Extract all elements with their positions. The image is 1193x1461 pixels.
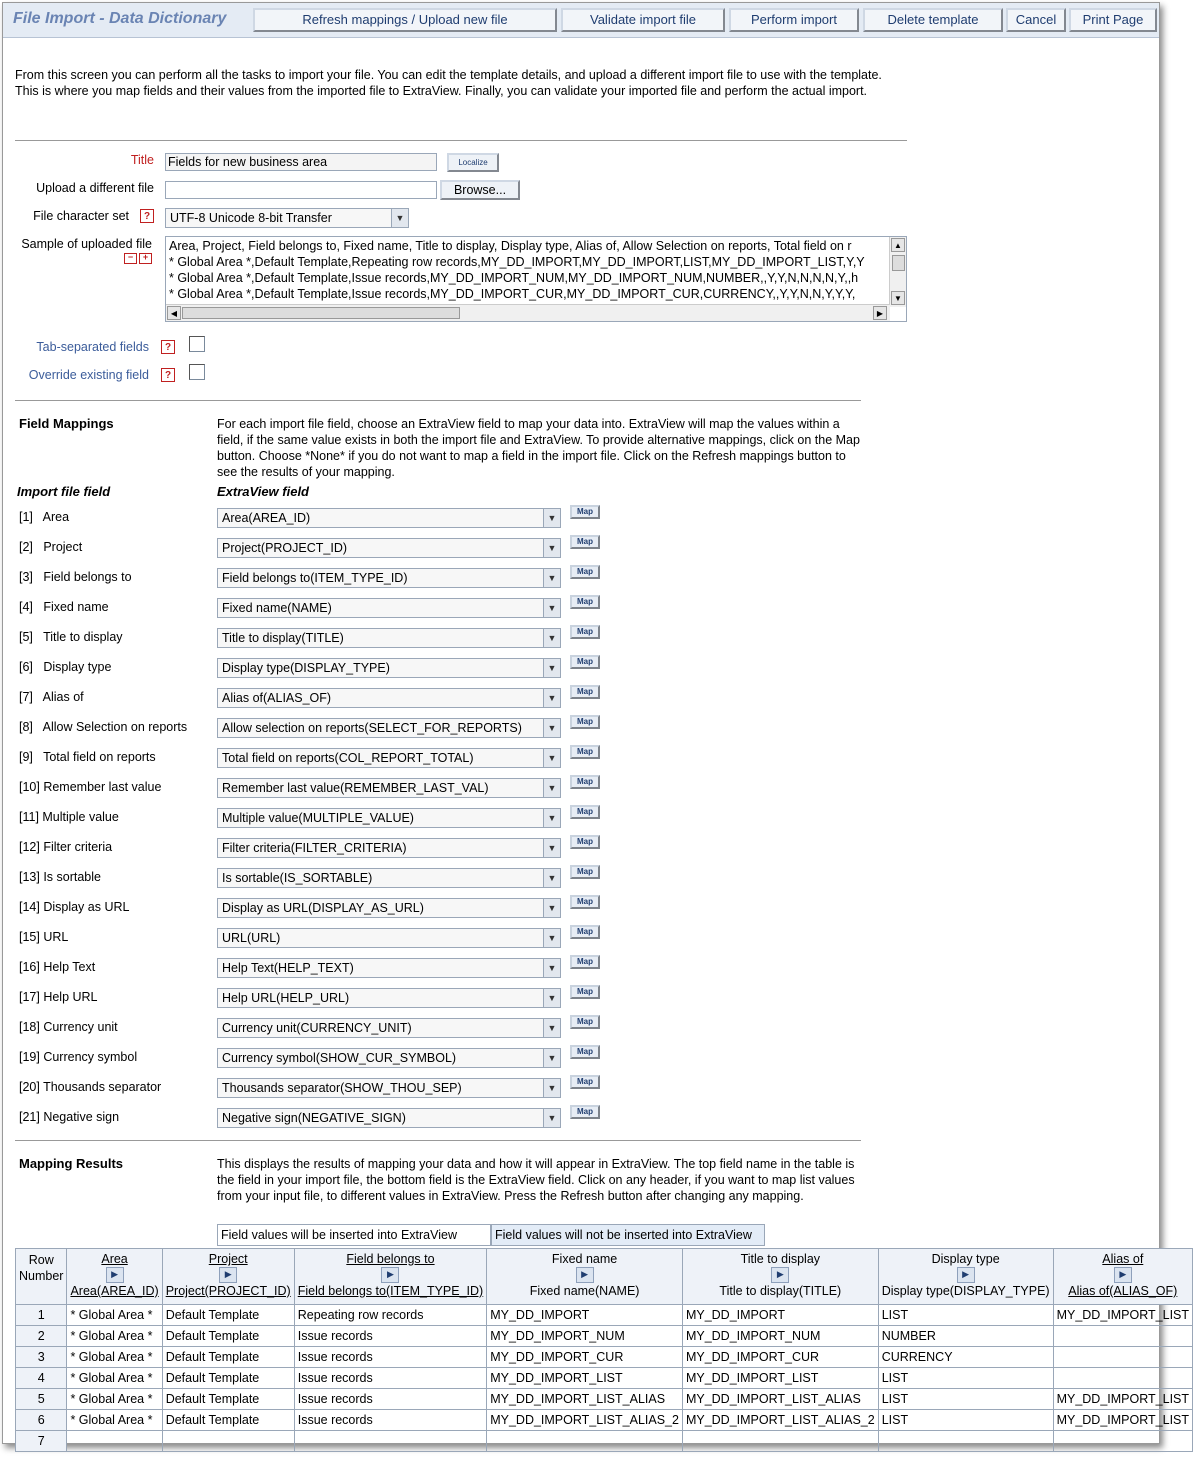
column-header[interactable]	[682, 1249, 878, 1305]
charset-value: UTF-8 Unicode 8-bit Transfer	[170, 211, 332, 225]
column-header-import-name: Title to display	[740, 1252, 821, 1266]
table-cell: Default Template	[162, 1368, 294, 1389]
mapping-results-description: This displays the results of mapping your data and how it will appear in ExtraView. The top field name in the table is the field in your import file, the bottom field is the ExtraView field. Click on any header, if you want to map list values from your input file, to different values in ExtraView. Press the Refresh button after changing any mapping.	[217, 1157, 855, 1203]
legend-inserted: Field values will be inserted into ExtraView	[217, 1224, 491, 1246]
import-field-label: [6] Display type	[19, 660, 112, 674]
row-number-cell: 5	[16, 1389, 67, 1410]
expand-icon[interactable]: +	[139, 253, 152, 264]
chevron-down-icon: ▼	[543, 509, 560, 527]
localize-button[interactable]: Localize	[447, 153, 499, 172]
table-row	[16, 1347, 1193, 1368]
row-number-cell: 1	[16, 1305, 67, 1326]
page-title: File Import - Data Dictionary	[13, 10, 227, 27]
map-values-icon[interactable]: ▶	[771, 1267, 789, 1283]
extraview-field-value: Filter criteria(FILTER_CRITERIA)	[222, 841, 407, 855]
sample-line: * Global Area *,Default Template,Issue records,MY_DD_IMPORT_NUM,MY_DD_IMPORT_NUM,NUMBER,,Y,Y,N,N,N,N,Y,,h	[169, 271, 859, 285]
column-header-import-name[interactable]: Area	[101, 1252, 128, 1266]
field-mappings-title: Field Mappings	[19, 416, 114, 431]
import-field-label: [3] Field belongs to	[19, 570, 132, 584]
override-label: Override existing field	[28, 368, 149, 382]
import-field-label: [11] Multiple value	[19, 810, 119, 824]
sample-line: * Global Area *,Default Template,Repeating row records,MY_DD_IMPORT,MY_DD_IMPORT,LIST,MY_DD_IMPORT_LIST,Y,Y	[169, 255, 865, 269]
table-cell: MY_DD_IMPORT_LIST	[1053, 1389, 1192, 1410]
map-button[interactable]: Map	[570, 625, 600, 639]
column-header-import-name[interactable]: Field belongs to	[346, 1252, 435, 1266]
table-cell: MY_DD_IMPORT_NUM	[487, 1326, 683, 1347]
import-field-label: [19] Currency symbol	[19, 1050, 138, 1064]
chevron-down-icon: ▼	[543, 629, 560, 647]
chevron-down-icon: ▼	[543, 749, 560, 767]
extraview-field-select[interactable]	[217, 958, 561, 978]
extraview-field-value: Total field on reports(COL_REPORT_TOTAL)	[222, 751, 474, 765]
extraview-field-select[interactable]	[217, 658, 561, 678]
column-header-extraview-name: Fixed name(NAME)	[529, 1284, 640, 1298]
charset-select[interactable]	[165, 208, 409, 228]
row-number-cell: 7	[16, 1431, 67, 1452]
sample-label: Sample of uploaded file	[21, 237, 152, 251]
sample-textarea[interactable]	[165, 236, 907, 322]
map-button[interactable]: Map	[570, 715, 600, 729]
table-cell: MY_DD_IMPORT_CUR	[682, 1347, 878, 1368]
divider	[15, 400, 861, 401]
extraview-field-value: Currency symbol(SHOW_CUR_SYMBOL)	[222, 1051, 457, 1065]
map-values-icon[interactable]: ▶	[219, 1267, 237, 1283]
row-number-cell: 2	[16, 1326, 67, 1347]
map-button[interactable]: Map	[570, 595, 600, 609]
mapping-results-table	[15, 1248, 1193, 1452]
map-button[interactable]: Map	[570, 985, 600, 999]
extraview-field-select[interactable]	[217, 1018, 561, 1038]
import-field-label: [10] Remember last value	[19, 780, 162, 794]
scroll-up-icon[interactable]: ▲	[891, 238, 905, 252]
import-field-label: [8] Allow Selection on reports	[19, 720, 188, 734]
import-field-label: [12] Filter criteria	[19, 840, 113, 854]
extraview-field-value: Field belongs to(ITEM_TYPE_ID)	[222, 571, 408, 585]
intro-text: From this screen you can perform all the tasks to import your file. You can edit the template details, and upload a different import file to use with the template. This is where you map fields and their values from the imported file to ExtraView. Finally, you can validate your imported file and perform the actual import.	[15, 68, 882, 98]
column-header[interactable]	[162, 1249, 294, 1305]
map-button[interactable]: Map	[570, 775, 600, 789]
tab-separated-label: Tab-separated fields	[36, 340, 149, 354]
extraview-field-select[interactable]	[217, 928, 561, 948]
table-cell: NUMBER	[878, 1326, 1053, 1347]
table-cell: * Global Area *	[67, 1389, 162, 1410]
extraview-field-value: Is sortable(IS_SORTABLE)	[222, 871, 373, 885]
table-row	[16, 1326, 1193, 1347]
table-row	[16, 1431, 1193, 1452]
column-header-extraview-name: Project(PROJECT_ID)	[165, 1284, 291, 1298]
row-number-header: Row Number	[16, 1249, 67, 1305]
extraview-field-value: Remember last value(REMEMBER_LAST_VAL)	[222, 781, 489, 795]
map-values-icon[interactable]: ▶	[381, 1267, 399, 1283]
extraview-field-value: Multiple value(MULTIPLE_VALUE)	[222, 811, 414, 825]
table-cell: Default Template	[162, 1410, 294, 1431]
map-button[interactable]: Map	[570, 835, 600, 849]
table-cell: Default Template	[162, 1326, 294, 1347]
import-field-header: Import file field	[17, 484, 111, 499]
map-values-icon[interactable]: ▶	[957, 1267, 975, 1283]
column-header-extraview-name: Display type(DISPLAY_TYPE)	[881, 1284, 1050, 1298]
import-field-label: [16] Help Text	[19, 960, 96, 974]
chevron-down-icon: ▼	[543, 689, 560, 707]
table-header-row	[16, 1249, 1193, 1305]
table-cell: MY_DD_IMPORT_LIST	[487, 1368, 683, 1389]
row-number-cell: 3	[16, 1347, 67, 1368]
extraview-field-value: Display as URL(DISPLAY_AS_URL)	[222, 901, 424, 915]
table-cell: LIST	[878, 1389, 1053, 1410]
extraview-field-select[interactable]	[217, 1048, 561, 1068]
import-field-label: [14] Display as URL	[19, 900, 130, 914]
field-mappings-description: For each import file field, choose an ExtraView field to map your data into. ExtraView will map the values within a field, if the same value exists in both the import file and ExtraView. To provide alternative mappings, click on the Map button. Choose *None* if you do not want to map a field in the import file. Click on the Refresh mappings button to see the results of your mapping.	[217, 417, 860, 479]
import-field-label: [15] URL	[19, 930, 69, 944]
header-bar	[3, 3, 1159, 38]
table-cell: CURRENCY	[878, 1347, 1053, 1368]
table-cell: LIST	[878, 1305, 1053, 1326]
map-values-icon[interactable]: ▶	[106, 1267, 124, 1283]
table-cell: Repeating row records	[294, 1305, 487, 1326]
column-header-import-name[interactable]: Alias of	[1102, 1252, 1144, 1266]
charset-label: File character set	[33, 209, 129, 223]
map-button[interactable]: Map	[570, 1015, 600, 1029]
extraview-field-select[interactable]	[217, 988, 561, 1008]
table-row	[16, 1410, 1193, 1431]
chevron-down-icon: ▼	[543, 839, 560, 857]
table-cell: * Global Area *	[67, 1368, 162, 1389]
column-header-import-name[interactable]: Project	[208, 1252, 248, 1266]
page-frame	[2, 2, 1190, 1448]
table-cell: * Global Area *	[67, 1347, 162, 1368]
extraview-field-value: Negative sign(NEGATIVE_SIGN)	[222, 1111, 406, 1125]
import-field-label: [13] Is sortable	[19, 870, 101, 884]
upload-file-input[interactable]	[165, 181, 437, 199]
table-cell: LIST	[878, 1368, 1053, 1389]
import-field-label: [2] Project	[19, 540, 83, 554]
table-cell: MY_DD_IMPORT	[487, 1305, 683, 1326]
table-cell: * Global Area *	[67, 1326, 162, 1347]
extraview-field-value: Title to display(TITLE)	[222, 631, 344, 645]
extraview-field-value: Area(AREA_ID)	[222, 511, 311, 525]
extraview-field-select[interactable]	[217, 508, 561, 528]
extraview-field-value: Allow selection on reports(SELECT_FOR_REPORTS)	[222, 721, 522, 735]
table-cell	[67, 1431, 162, 1452]
table-cell: MY_DD_IMPORT_NUM	[682, 1326, 878, 1347]
map-button[interactable]: Map	[570, 1045, 600, 1059]
chevron-down-icon: ▼	[391, 209, 408, 227]
chevron-down-icon: ▼	[543, 539, 560, 557]
extraview-field-select[interactable]	[217, 718, 561, 738]
import-field-label: [21] Negative sign	[19, 1110, 120, 1124]
table-cell	[294, 1431, 487, 1452]
chevron-down-icon: ▼	[543, 959, 560, 977]
chevron-down-icon: ▼	[543, 809, 560, 827]
override-help-icon[interactable]: ?	[161, 368, 175, 382]
import-field-label: [17] Help URL	[19, 990, 98, 1004]
extraview-field-select[interactable]	[217, 898, 561, 918]
chevron-down-icon: ▼	[543, 929, 560, 947]
table-cell: MY_DD_IMPORT_LIST_ALIAS_2	[487, 1410, 683, 1431]
extraview-field-value: Alias of(ALIAS_OF)	[222, 691, 332, 705]
table-cell	[1053, 1431, 1192, 1452]
column-header-import-name: Fixed name	[551, 1252, 618, 1266]
table-cell: Default Template	[162, 1347, 294, 1368]
vertical-scrollbar[interactable]	[889, 237, 906, 307]
extraview-field-select[interactable]	[217, 748, 561, 768]
validate-import-button[interactable]: Validate import file	[561, 8, 725, 32]
scroll-right-icon[interactable]: ▶	[873, 306, 887, 320]
table-cell: * Global Area *	[67, 1410, 162, 1431]
row-number-cell: 4	[16, 1368, 67, 1389]
map-button[interactable]: Map	[570, 505, 600, 519]
table-cell: MY_DD_IMPORT_CUR	[487, 1347, 683, 1368]
extraview-field-value: URL(URL)	[222, 931, 281, 945]
column-header-import-name: Display type	[931, 1252, 1000, 1266]
table-row	[16, 1389, 1193, 1410]
extraview-field-select[interactable]	[217, 1108, 561, 1128]
column-header-extraview-name: Alias of(ALIAS_OF)	[1068, 1284, 1178, 1298]
table-cell: LIST	[878, 1410, 1053, 1431]
map-button[interactable]: Map	[570, 745, 600, 759]
map-values-icon[interactable]: ▶	[576, 1267, 594, 1283]
table-row	[16, 1368, 1193, 1389]
table-cell: MY_DD_IMPORT_LIST	[1053, 1305, 1192, 1326]
extraview-field-select[interactable]	[217, 808, 561, 828]
map-button[interactable]: Map	[570, 655, 600, 669]
legend-not-inserted: Field values will not be inserted into ExtraView	[491, 1224, 765, 1246]
import-field-label: [5] Title to display	[19, 630, 123, 644]
chevron-down-icon: ▼	[543, 599, 560, 617]
table-cell: * Global Area *	[67, 1305, 162, 1326]
scroll-thumb[interactable]	[182, 307, 460, 319]
table-cell	[1053, 1368, 1192, 1389]
table-cell: Default Template	[162, 1305, 294, 1326]
override-checkbox[interactable]	[189, 364, 205, 380]
table-cell: Default Template	[162, 1389, 294, 1410]
chevron-down-icon: ▼	[543, 1019, 560, 1037]
table-cell: MY_DD_IMPORT_LIST	[1053, 1410, 1192, 1431]
scroll-thumb[interactable]	[892, 255, 905, 271]
extraview-field-value: Display type(DISPLAY_TYPE)	[222, 661, 390, 675]
collapse-icon[interactable]: −	[124, 253, 137, 264]
browse-button[interactable]: Browse...	[440, 180, 520, 200]
import-field-label: [18] Currency unit	[19, 1020, 118, 1034]
chevron-down-icon: ▼	[543, 659, 560, 677]
perform-import-button[interactable]: Perform import	[729, 8, 859, 32]
table-cell: Issue records	[294, 1347, 487, 1368]
table-cell: MY_DD_IMPORT_LIST_ALIAS	[487, 1389, 683, 1410]
chevron-down-icon: ▼	[543, 899, 560, 917]
tab-separated-help-icon[interactable]: ?	[161, 340, 175, 354]
map-button[interactable]: Map	[570, 565, 600, 579]
column-header-extraview-name: Field belongs to(ITEM_TYPE_ID)	[297, 1284, 484, 1298]
scroll-down-icon[interactable]: ▼	[891, 291, 905, 305]
chevron-down-icon: ▼	[543, 989, 560, 1007]
map-button[interactable]: Map	[570, 1105, 600, 1119]
chevron-down-icon: ▼	[543, 1079, 560, 1097]
map-button[interactable]: Map	[570, 895, 600, 909]
table-cell	[1053, 1326, 1192, 1347]
extraview-field-value: Help URL(HELP_URL)	[222, 991, 350, 1005]
chevron-down-icon: ▼	[543, 1049, 560, 1067]
title-label: Title	[130, 153, 154, 167]
column-header[interactable]	[294, 1249, 487, 1305]
chevron-down-icon: ▼	[543, 719, 560, 737]
cancel-button[interactable]: Cancel	[1006, 8, 1066, 32]
extraview-field-value: Help Text(HELP_TEXT)	[222, 961, 354, 975]
map-button[interactable]: Map	[570, 925, 600, 939]
divider	[15, 1140, 861, 1141]
column-header-extraview-name: Title to display(TITLE)	[719, 1284, 842, 1298]
table-cell	[878, 1431, 1053, 1452]
extraview-field-select[interactable]	[217, 838, 561, 858]
title-input[interactable]: Fields for new business area	[165, 153, 437, 171]
map-button[interactable]: Map	[570, 805, 600, 819]
table-cell: MY_DD_IMPORT_LIST_ALIAS_2	[682, 1410, 878, 1431]
extraview-field-select[interactable]	[217, 778, 561, 798]
extraview-field-select[interactable]	[217, 598, 561, 618]
extraview-field-select[interactable]	[217, 568, 561, 588]
chevron-down-icon: ▼	[543, 779, 560, 797]
column-header[interactable]	[1053, 1249, 1192, 1305]
extraview-field-value: Fixed name(NAME)	[222, 601, 332, 615]
column-header[interactable]	[487, 1249, 683, 1305]
import-field-label: [20] Thousands separator	[19, 1080, 162, 1094]
map-button[interactable]: Map	[570, 685, 600, 699]
extraview-field-header: ExtraView field	[217, 484, 309, 499]
table-cell	[487, 1431, 683, 1452]
chevron-down-icon: ▼	[543, 1109, 560, 1127]
table-cell	[1053, 1347, 1192, 1368]
extraview-field-select[interactable]	[217, 688, 561, 708]
table-cell: Issue records	[294, 1368, 487, 1389]
mapping-results-title: Mapping Results	[19, 1156, 124, 1171]
import-field-label: [9] Total field on reports	[19, 750, 156, 764]
table-cell: Issue records	[294, 1410, 487, 1431]
extraview-field-value: Project(PROJECT_ID)	[222, 541, 348, 555]
horizontal-scrollbar[interactable]	[166, 304, 890, 321]
extraview-field-select[interactable]	[217, 628, 561, 648]
map-button[interactable]: Map	[570, 955, 600, 969]
table-cell: MY_DD_IMPORT	[682, 1305, 878, 1326]
extraview-field-select[interactable]	[217, 868, 561, 888]
upload-label: Upload a different file	[36, 181, 154, 195]
row-number-cell: 6	[16, 1410, 67, 1431]
charset-help-icon[interactable]: ?	[140, 209, 154, 223]
map-button[interactable]: Map	[570, 535, 600, 549]
table-cell	[682, 1431, 878, 1452]
tab-separated-checkbox[interactable]	[189, 336, 205, 352]
table-cell: Issue records	[294, 1389, 487, 1410]
table-cell: MY_DD_IMPORT_LIST	[682, 1368, 878, 1389]
column-header-extraview-name: Area(AREA_ID)	[70, 1284, 159, 1298]
sample-line: * Global Area *,Default Template,Issue records,MY_DD_IMPORT_CUR,MY_DD_IMPORT_CUR,CURRENCY,,Y,Y,N,N,Y,Y,Y,	[169, 287, 856, 301]
import-field-label: [1] Area	[19, 510, 70, 524]
column-header[interactable]	[878, 1249, 1053, 1305]
table-cell: MY_DD_IMPORT_LIST_ALIAS	[682, 1389, 878, 1410]
extraview-field-select[interactable]	[217, 538, 561, 558]
table-body	[16, 1305, 1193, 1452]
extraview-field-select[interactable]	[217, 1078, 561, 1098]
chevron-down-icon: ▼	[543, 569, 560, 587]
print-page-button[interactable]: Print Page	[1069, 8, 1157, 32]
sample-line: Area, Project, Field belongs to, Fixed name, Title to display, Display type, Alias of, Allow Selection on reports, Total field on r	[169, 239, 852, 253]
scroll-left-icon[interactable]: ◀	[167, 306, 181, 320]
map-values-icon[interactable]: ▶	[1114, 1267, 1132, 1283]
extraview-field-value: Currency unit(CURRENCY_UNIT)	[222, 1021, 412, 1035]
chevron-down-icon: ▼	[543, 869, 560, 887]
refresh-mappings-button[interactable]: Refresh mappings / Upload new file	[253, 8, 557, 32]
import-field-label: [4] Fixed name	[19, 600, 109, 614]
map-button[interactable]: Map	[570, 865, 600, 879]
table-row	[16, 1305, 1193, 1326]
table-cell: Issue records	[294, 1326, 487, 1347]
map-button[interactable]: Map	[570, 1075, 600, 1089]
delete-template-button[interactable]: Delete template	[863, 8, 1003, 32]
table-cell	[162, 1431, 294, 1452]
column-header[interactable]	[67, 1249, 162, 1305]
extraview-field-value: Thousands separator(SHOW_THOU_SEP)	[222, 1081, 462, 1095]
divider	[15, 140, 907, 141]
import-field-label: [7] Alias of	[19, 690, 84, 704]
